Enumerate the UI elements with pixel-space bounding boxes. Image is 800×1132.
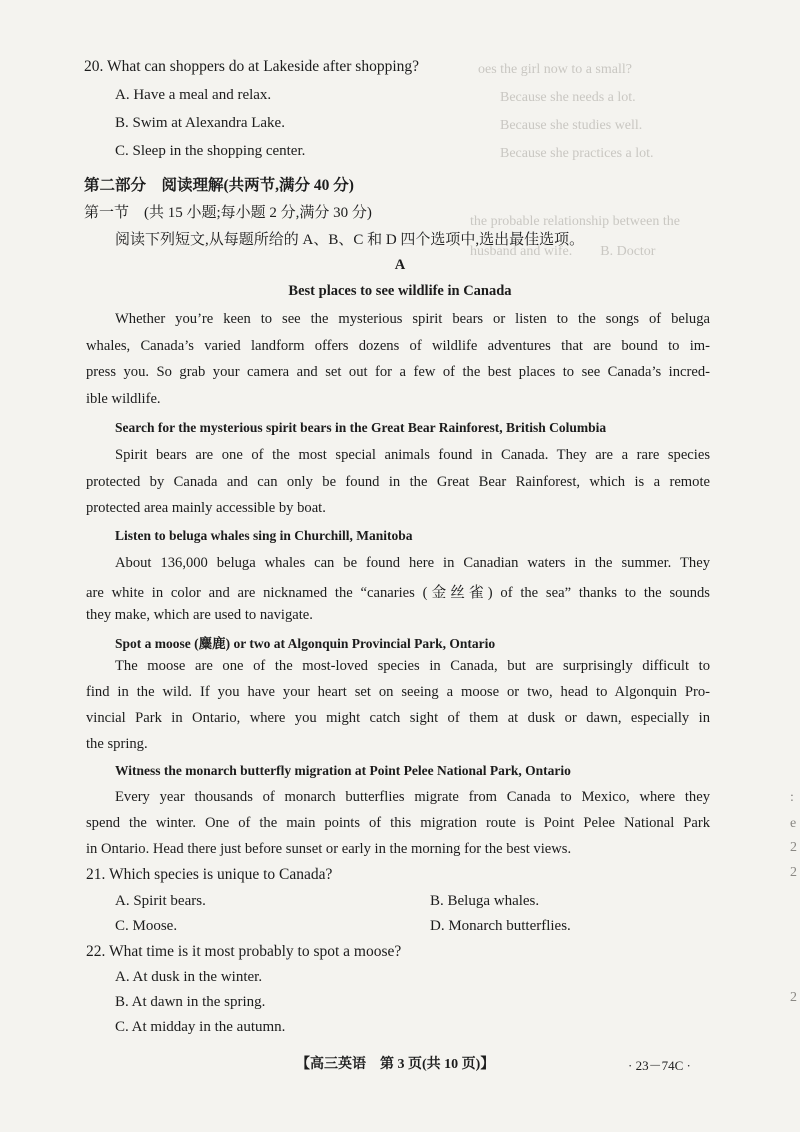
passage-letter: A: [394, 257, 406, 273]
section-heading-beluga: Listen to beluga whales sing in Churchill, Manitoba: [115, 528, 413, 543]
scan-mark: 2: [790, 840, 797, 855]
paper-code: · 23－74C ·: [628, 1058, 691, 1073]
passage-line: spend the winter. One of the main points of this migration route is Point Pelee National Park: [86, 815, 710, 831]
passage-line: Every year thousands of monarch butterflies migrate from Canada to Mexico, where they: [115, 789, 710, 805]
passage-line: find in the wild. If you have your heart set on seeing a moose or two, head to Algonquin Pro-: [86, 684, 710, 700]
option-21a: A. Spirit bears.: [115, 893, 206, 909]
passage-line: protected by Canada and can only be found in the Great Bear Rainforest, which is a remote: [86, 474, 710, 490]
bleed-through-text: husband and wife. B. Doctor: [470, 244, 656, 259]
scan-mark: 2: [790, 990, 797, 1005]
passage-line: vincial Park in Ontario, where you might catch sight of them at dusk or dawn, especially in: [86, 710, 710, 726]
passage-line: protected area mainly accessible by boat.: [86, 500, 326, 516]
bleed-through-text: Because she studies well.: [500, 118, 643, 133]
intro-line: press you. So grab your camera and set out for a few of the best places to see Canada’s incred-: [86, 364, 710, 380]
section-heading-butterfly: Witness the monarch butterfly migration at Point Pelee National Park, Ontario: [115, 763, 571, 778]
scan-mark: :: [790, 790, 794, 805]
part2-heading: 第二部分 阅读理解(共两节,满分 40 分): [84, 177, 354, 194]
section1-heading: 第一节 (共 15 小题;每小题 2 分,满分 30 分): [84, 205, 372, 221]
bleed-through-text: Because she practices a lot.: [500, 146, 654, 161]
passage-line: Spirit bears are one of the most special animals found in Canada. They are a rare species: [115, 447, 710, 463]
instruction-text: 阅读下列短文,从每题所给的 A、B、C 和 D 四个选项中,选出最佳选项。: [115, 232, 585, 248]
passage-line: The moose are one of the most-loved species in Canada, but are surprisingly difficult to: [115, 658, 710, 674]
option-22b: B. At dawn in the spring.: [115, 994, 266, 1010]
option-21d: D. Monarch butterflies.: [430, 918, 571, 934]
scan-mark: 2: [790, 865, 797, 880]
intro-line: whales, Canada’s varied landform offers dozens of wildlife adventures that are bound to im-: [86, 338, 710, 354]
bleed-through-text: Because she needs a lot.: [500, 90, 636, 105]
option-20b: B. Swim at Alexandra Lake.: [115, 115, 285, 131]
page-footer: 【高三英语 第 3 页(共 10 页)】: [296, 1057, 495, 1072]
section-heading-moose: Spot a moose (麋鹿) or two at Algonquin Provincial Park, Ontario: [115, 636, 496, 651]
question-21: 21. Which species is unique to Canada?: [86, 866, 333, 883]
passage-line: in Ontario. Head there just before sunset or early in the morning for the best views.: [86, 841, 572, 857]
bleed-through-text: oes the girl now to a small?: [478, 62, 632, 77]
passage-line: are white in color and are nicknamed the “canaries (金丝雀) of the sea” thanks to the sounds: [86, 585, 710, 601]
option-22c: C. At midday in the autumn.: [115, 1019, 286, 1035]
option-21c: C. Moose.: [115, 918, 178, 934]
option-20c: C. Sleep in the shopping center.: [115, 143, 306, 159]
passage-line: the spring.: [86, 736, 148, 752]
scan-mark: e: [790, 816, 797, 831]
option-20a: A. Have a meal and relax.: [115, 87, 272, 103]
passage-line: About 136,000 beluga whales can be found here in Canadian waters in the summer. They: [115, 555, 710, 571]
option-22a: A. At dusk in the winter.: [115, 969, 263, 985]
intro-line: ible wildlife.: [86, 391, 161, 407]
question-22: 22. What time is it most probably to spot a moose?: [86, 943, 402, 960]
intro-line: Whether you’re keen to see the mysterious spirit bears or listen to the songs of beluga: [115, 311, 710, 327]
section-heading-spirit-bears: Search for the mysterious spirit bears in the Great Bear Rainforest, British Columbia: [115, 420, 607, 435]
option-21b: B. Beluga whales.: [430, 893, 540, 909]
question-20: 20. What can shoppers do at Lakeside after shopping?: [84, 58, 420, 75]
passage-line: they make, which are used to navigate.: [86, 607, 313, 623]
bleed-through-text: the probable relationship between the: [470, 214, 680, 229]
passage-title: Best places to see wildlife in Canada: [288, 283, 512, 299]
